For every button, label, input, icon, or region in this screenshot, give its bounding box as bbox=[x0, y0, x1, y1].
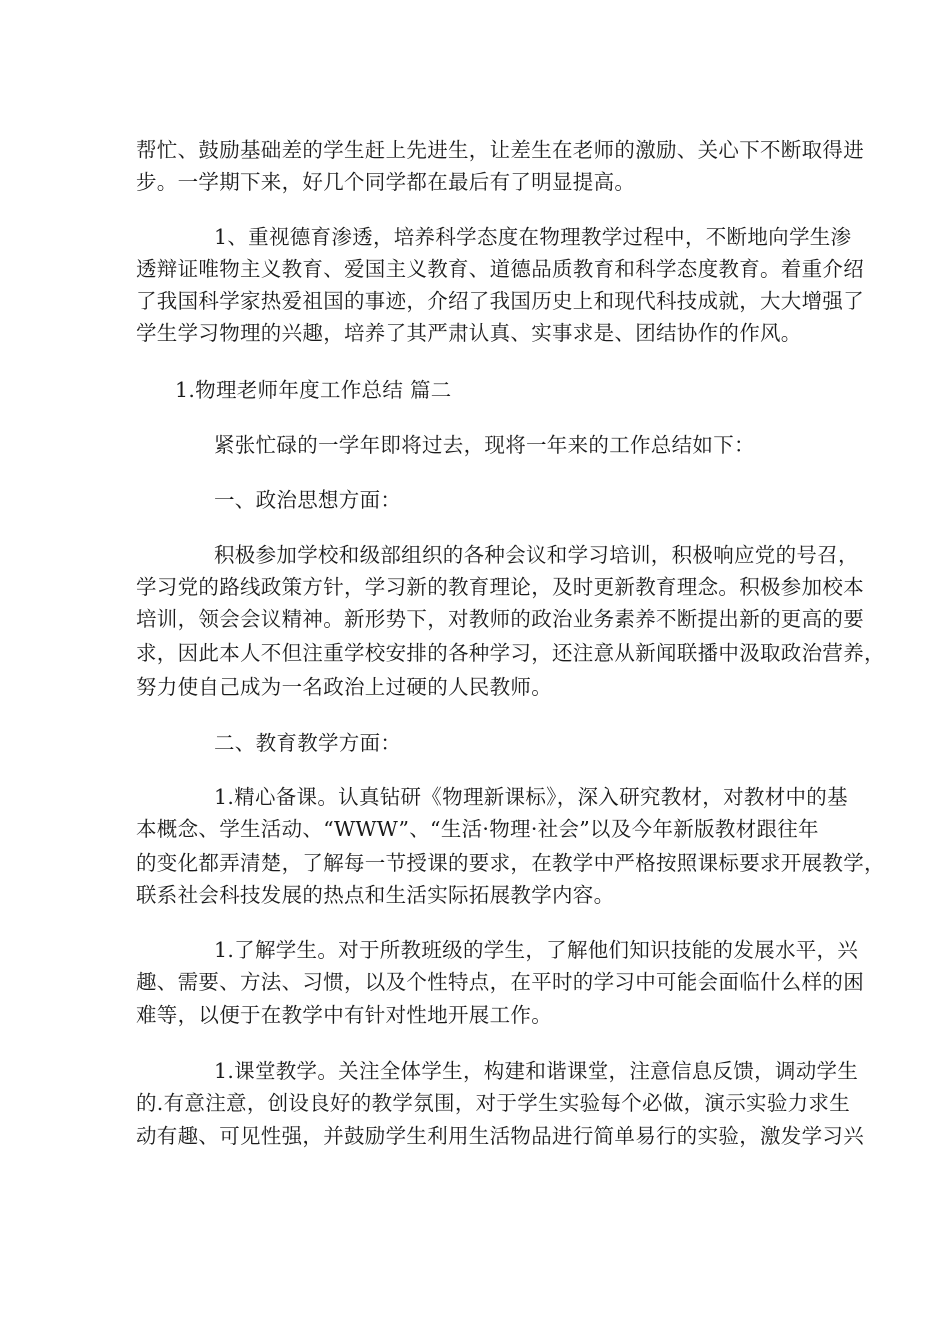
paragraph-line: 1、重视德育渗透，培养科学态度在物理教学过程中，不断地向学生渗 bbox=[214, 225, 852, 249]
paragraph-line: 的变化都弄清楚，了解每一节授课的要求，在教学中严格按照课标要求开展教学， bbox=[136, 851, 885, 875]
paragraph-line: 紧张忙碌的一学年即将过去，现将一年来的工作总结如下： bbox=[214, 433, 755, 457]
paragraph-line: 努力使自己成为一名政治上过硬的人民教师。 bbox=[136, 675, 552, 699]
paragraph-line: 本概念、学生活动、“WWW”、“生活·物理·社会”以及今年新版教材跟往年 bbox=[136, 817, 819, 841]
paragraph-line: 学习党的路线政策方针，学习新的教育理论，及时更新教育理念。积极参加校本 bbox=[136, 575, 864, 599]
paragraph-line: 透辩证唯物主义教育、爱国主义教育、道德品质教育和科学态度教育。着重介绍 bbox=[136, 257, 864, 281]
paragraph-line: 求，因此本人不但注重学校安排的各种学习，还注意从新闻联播中汲取政治营养， bbox=[136, 641, 885, 665]
paragraph-line: 的.有意注意，创设良好的教学氛围，对于学生实验每个必做，演示实验力求生 bbox=[136, 1091, 851, 1115]
paragraph-line: 步。一学期下来，好几个同学都在最后有了明显提高。 bbox=[136, 170, 636, 194]
paragraph-line: 1.了解学生。对于所教班级的学生，了解他们知识技能的发展水平，兴 bbox=[214, 938, 859, 962]
paragraph-line: 趣、需要、方法、习惯，以及个性特点，在平时的学习中可能会面临什么样的困 bbox=[136, 970, 864, 994]
section-heading: 1.物理老师年度工作总结 篇二 bbox=[175, 378, 452, 402]
paragraph-line: 联系社会科技发展的热点和生活实际拓展教学内容。 bbox=[136, 883, 615, 907]
paragraph-line: 培训，领会会议精神。新形势下，对教师的政治业务素养不断提出新的更高的要 bbox=[136, 607, 864, 631]
paragraph-line: 动有趣、可见性强，并鼓励学生利用生活物品进行简单易行的实验，激发学习兴 bbox=[136, 1124, 864, 1148]
paragraph-line: 1.精心备课。认真钻研《物理新课标》，深入研究教材，对教材中的基 bbox=[214, 785, 848, 809]
paragraph-line: 1.课堂教学。关注全体学生，构建和谐课堂，注意信息反馈，调动学生 bbox=[214, 1059, 859, 1083]
paragraph-line: 了我国科学家热爱祖国的事迹，介绍了我国历史上和现代科技成就，大大增强了 bbox=[136, 289, 864, 313]
paragraph-line: 帮忙、鼓励基础差的学生赶上先进生，让差生在老师的激励、关心下不断取得进 bbox=[136, 138, 864, 162]
subsection-heading: 一、政治思想方面： bbox=[214, 488, 402, 512]
paragraph-line: 难等，以便于在教学中有针对性地开展工作。 bbox=[136, 1003, 552, 1027]
paragraph-line: 学生学习物理的兴趣，培养了其严肃认真、实事求是、团结协作的作风。 bbox=[136, 321, 802, 345]
subsection-heading: 二、教育教学方面： bbox=[214, 731, 402, 755]
paragraph-line: 积极参加学校和级部组织的各种会议和学习培训，积极响应党的号召， bbox=[214, 543, 859, 567]
